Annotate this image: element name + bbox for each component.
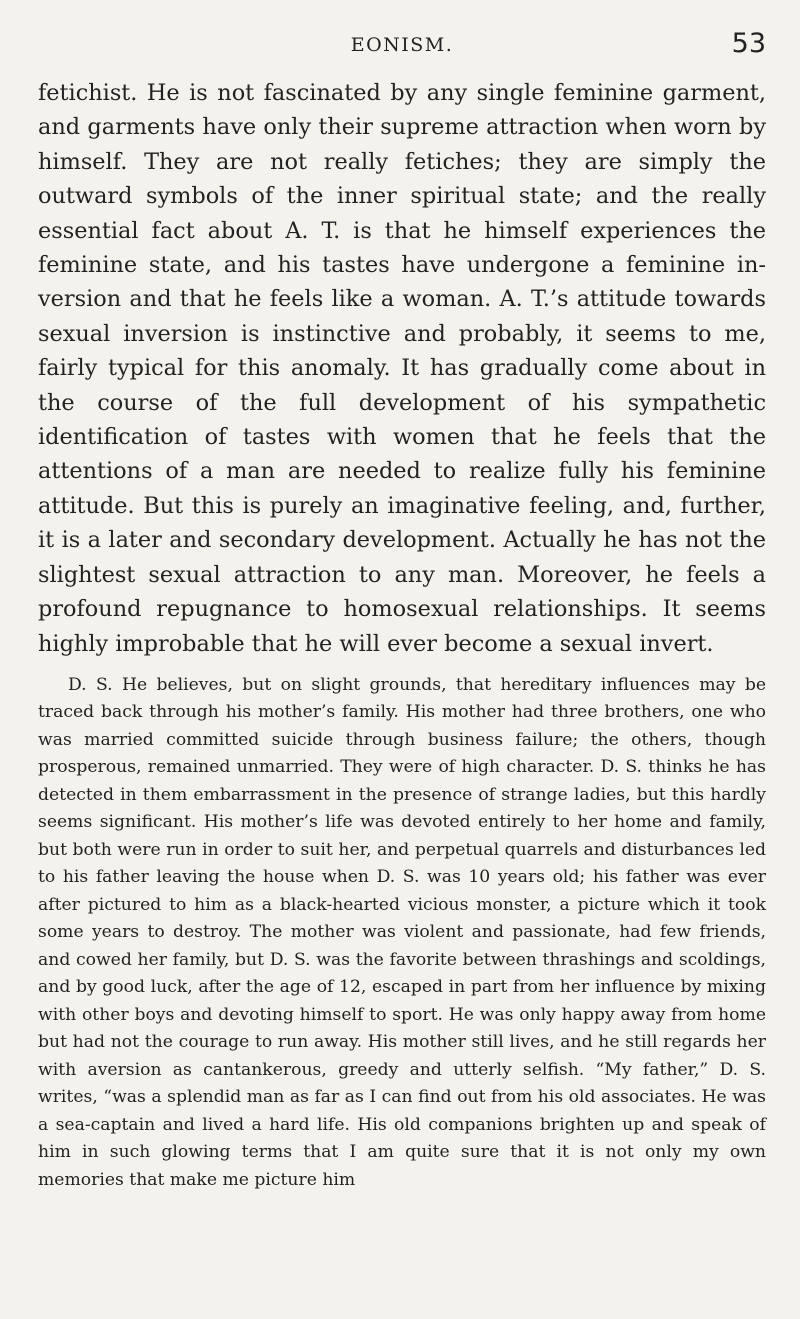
running-head: EONISM. — [350, 34, 454, 56]
body-paragraph-2: D. S. He believes, but on slight grounds, that hereditary influences may be traced back through his mother’s family. His mother had three brothers, one who was married committed suicide through business failure; the others, though prosperous, remained unmarried. They were of high character. D. S. thinks he has detected in them embarrassment in the presence of strange ladies, but this hardly seems significant. His mother’s life was devoted entirely to her home and family, but both were run in order to suit her, and perpetual quarrels and disturbances led to his father leaving the house when D. S. was 10 years old; his father was ever after pictured to him as a black-hearted vicious monster, a picture which it took some years to destroy. The mother was violent and passionate, had few friends, and cowed her family, but D. S. was the favorite between thrashings and scoldings, and by good luck, after the age of 12, escaped in part from her influence by mixing with other boys and devoting himself to sport. He was only happy away from home but had not the courage to run away. His mother still lives, and he still regards her with aversion as cantankerous, greedy and utterly selfish. “My father,” D. S. writes, “was a splendid man as far as I can find out from his old associates. He was a sea-captain and lived a hard life. His old companions brighten up and speak of him in such glowing terms that I am quite sure that it is not only my own memories that make me picture him — [38, 674, 766, 1190]
page-header — [38, 28, 766, 76]
book-page — [38, 28, 766, 1194]
page-number: 53 — [731, 28, 766, 59]
body-paragraph-1: fetichist. He is not fascinated by any single feminine garment, and garments have only their supreme attraction when worn by himself. They are not really fetiches; they are simply the outward symbols of the inner spiritual state; and the really essential fact about A. T. is that he himself experiences the feminine state, and his tastes have undergone a feminine inversion and that he feels like a woman. A. T.’s attitude towards sexual inversion is instinctive and probably, it seems to me, fairly typical for this anomaly. It has gradually come about in the course of the full development of his sympathetic identification of tastes with women that he feels that the attentions of a man are needed to realize fully his feminine attitude. But this is purely an imaginative feeling, and, further, it is a later and secondary development. Actually he has not the slightest sexual attraction to any man. Moreover, he feels a profound repugnance to homosexual relationships. It seems highly improbable that he will ever become a sexual invert. — [38, 80, 766, 657]
